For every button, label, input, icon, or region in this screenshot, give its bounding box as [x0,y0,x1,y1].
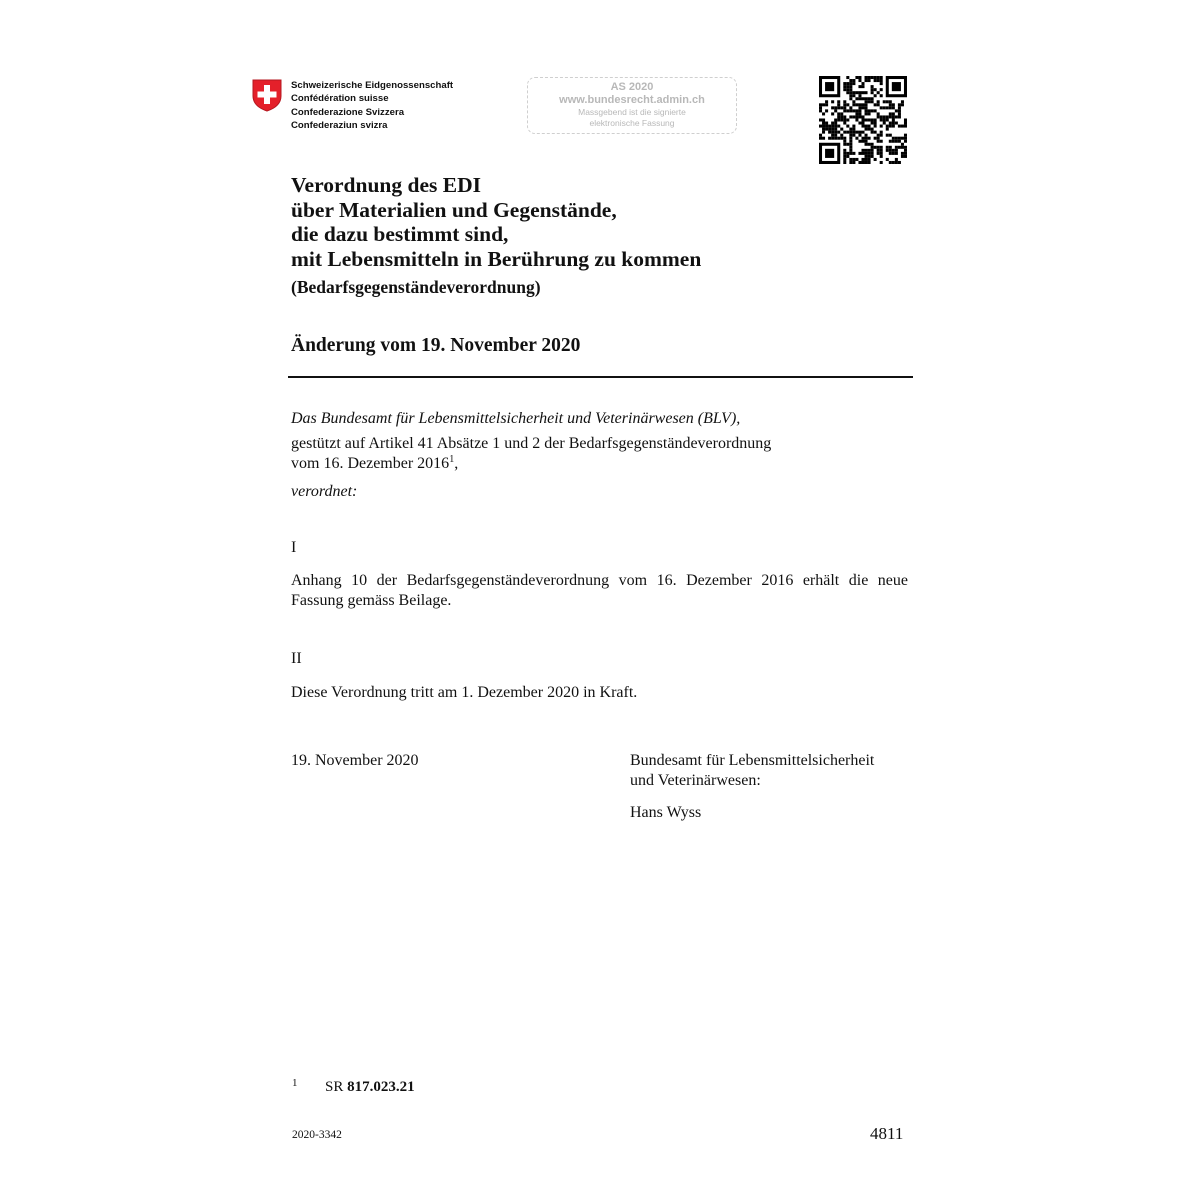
confederation-name-de: Schweizerische Eidgenossenschaft [291,80,454,91]
preamble-basis-line2 [291,454,771,474]
signature-authority [630,751,874,791]
footnote-text [325,1079,415,1096]
short-title: (Bedarfsgegenständeverordnung) [291,277,541,297]
section-text: Diese Verordnung tritt am 1. Dezember 2020 in Kraft. [291,684,638,701]
confederation-name-fr: Confédération suisse [291,93,389,105]
section-number: II [291,650,302,667]
title-line: die dazu bestimmt sind, [291,222,509,246]
preamble-verb: verordnet: [291,483,358,500]
confederation-name-rm: Confederaziun svizra [291,119,388,131]
ordinance-title [291,173,701,271]
title-line: Verordnung des EDI [291,173,481,197]
preamble-basis-date: vom 16. Dezember 2016 [291,455,450,472]
page-number: 4811 [870,1124,904,1143]
as-stamp [527,77,737,134]
footnote-sr-number: 817.023.21 [347,1079,415,1095]
title-line: mit Lebensmitteln in Berührung zu kommen [291,246,702,271]
as-stamp-note-1: Massgebend ist die signierte [578,107,686,117]
swiss-cross-shield-icon [251,78,283,112]
as-stamp-title: AS 2020 [610,81,654,93]
signer-name: Hans Wyss [630,804,702,821]
footnote-reference[interactable]: 1 [449,454,455,465]
qr-code-icon [819,76,907,164]
preamble-basis-line1: gestützt auf Artikel 41 Absätze 1 und 2 der Bedarfsgegenständeverordnung [291,435,772,452]
amendment-date: Änderung vom 19. November 2020 [291,335,581,356]
footnote-number: 1 [292,1077,298,1089]
section-text: Anhang 10 der Bedarfsgegenständeverordnung vom 16. Dezember 2016 erhält die neue Fassung gemäss Beilage. [291,572,908,609]
as-stamp-note-2: elektronische Fassung [589,118,675,128]
signature-authority-line1: Bundesamt für Lebensmittelsicherheit [630,752,875,769]
preamble-basis [291,434,771,474]
document-id: 2020-3342 [292,1129,342,1141]
preamble-basis-suffix: , [454,455,459,472]
signature-date: 19. November 2020 [291,752,419,769]
preamble-authority: Das Bundesamt für Lebensmittelsicherheit und Veterinärwesen (BLV), [291,410,741,427]
title-line: über Materialien und Gegenstände, [291,197,617,222]
as-stamp-url[interactable]: www.bundesrecht.admin.ch [559,94,705,106]
title-divider [288,376,913,378]
footnote-prefix: SR [325,1079,344,1095]
section-number: I [291,539,297,556]
signature-authority-line2: und Veterinärwesen: [630,772,761,789]
confederation-name-it: Confederazione Svizzera [291,106,405,118]
confederation-names [291,79,453,132]
